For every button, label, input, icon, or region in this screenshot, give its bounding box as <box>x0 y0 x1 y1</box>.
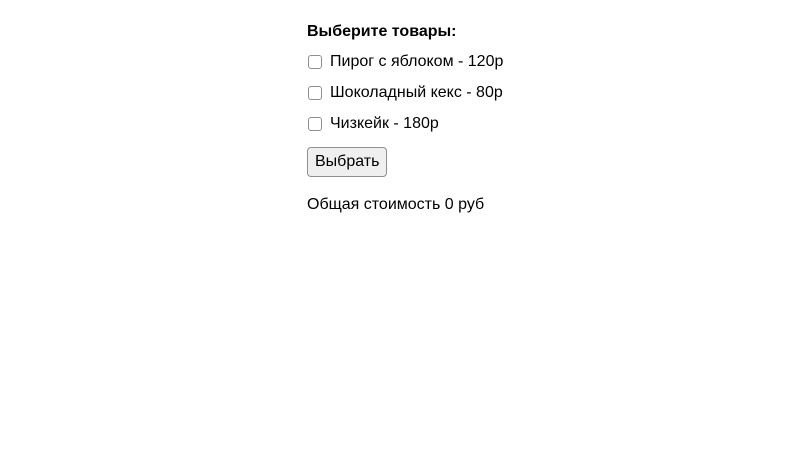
product-item-apple-pie[interactable] <box>307 52 607 72</box>
product-selection-form <box>307 22 607 215</box>
product-list <box>307 52 607 134</box>
product-item-cheesecake[interactable] <box>307 114 607 134</box>
product-label: Чизкейк - 180р <box>330 115 439 132</box>
total-cost-text: Общая стоимость 0 руб <box>307 196 485 213</box>
product-item-chocolate-cupcake[interactable] <box>307 83 607 103</box>
cheesecake-checkbox[interactable] <box>308 117 322 131</box>
apple-pie-checkbox[interactable] <box>308 55 322 69</box>
product-label: Пирог с яблоком - 120р <box>330 53 504 70</box>
product-label: Шоколадный кекс - 80р <box>330 84 503 101</box>
form-heading: Выберите товары: <box>307 23 457 40</box>
select-button[interactable]: Выбрать <box>307 147 387 177</box>
chocolate-cupcake-checkbox[interactable] <box>308 86 322 100</box>
